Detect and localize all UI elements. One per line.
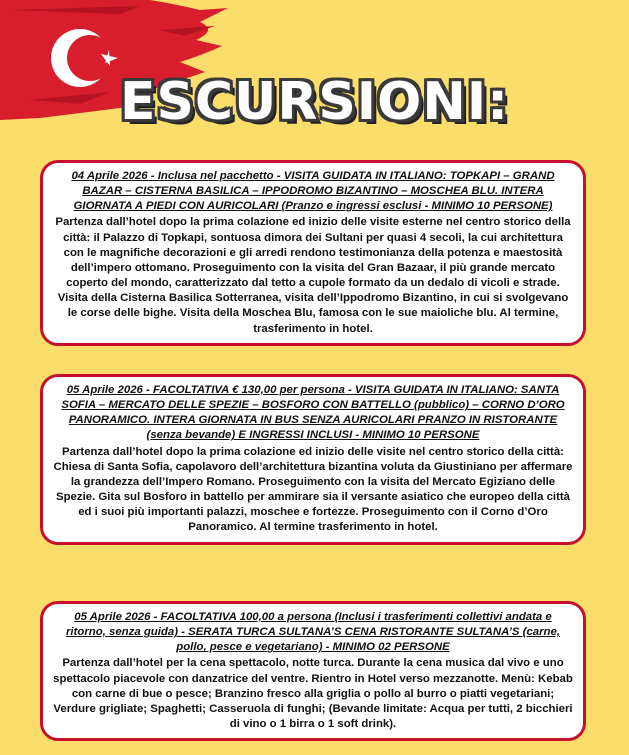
excursion-description: Partenza dall’hotel per la cena spettacolo, notte turca. Durante la cena musica dal vivo e uno spettacolo piacevole con danzatrice del ventre. Rientro in Hotel verso mezzanotte. Menù: Kebab con carne di bue o pesce; Branzino fresco alla griglia o pollo al burro o piatti vegetariani; Verdure grigliate; Spaghetti; Casseruola di funghi; (Bevande limitate: Acqua per tutti, 2 bicchieri di vino o 1 birra o 1 soft drink).	[53, 657, 573, 731]
excursion-card	[40, 160, 586, 346]
excursion-description: Partenza dall’hotel dopo la prima colazione ed inizio delle visite esterne nel centro storico della città: il Palazzo di Topkapi, sontuosa dimora dei Sultani per quasi 4 secoli, la cui architettura con le magnifiche decorazioni e gli arredi rendono testimonianza della potenza e maestosità dell’impero ottomano. Proseguimento con la visita del Gran Bazaar, il più grande mercato coperto del mondo, caratterizzato dal tetto a cupole formato da un dedalo di vicoli e strade. Visita della Cisterna Basilica Sotterranea, visita dell’Ippodromo Bizantino, in cui si svolgevano le corse delle bighe. Visita della Moschea Blu, famosa con le sue maioliche blu. Al termine, trasferimento in hotel.	[55, 216, 571, 335]
excursion-heading: 05 Aprile 2026 - FACOLTATIVA 100,00 a persona (Inclusi i trasferimenti collettivi andata e ritorno, senza guida) - SERATA TURCA SULTANA’S CENA RISTORANTE SULTANA’S (carne, pollo, pesce e vegetariano) - MINIMO 02 PERSONE	[65, 611, 561, 654]
excursion-heading: 04 Aprile 2026 - Inclusa nel pacchetto - VISITA GUIDATA IN ITALIANO: TOPKAPI – GRAND BAZAR – CISTERNA BASILICA – IPPODROMO BIZANTINO – MOSCHEA BLU. INTERA GIORNATA A PIEDI CON AURICOLARI (Pranzo e ingressi esclusi - MINIMO 10 PERSONE)	[71, 170, 555, 213]
excursion-card	[40, 374, 586, 545]
excursion-description: Partenza dall’hotel dopo la prima colazione ed inizio delle visite nel centro storico della città: Chiesa di Santa Sofia, capolavoro dell’architettura bizantina voluta da Giustiniano per affermare la grandezza dell’Impero Romano. Proseguimento con la visita del Mercato Egiziano delle Spezie. Gita sul Bosforo in battello per ammirare sia il versante asiatico che europeo della città ed i suoi più importanti palazzi, moschee e fortezze. Proseguimento con il Corno d’Oro Panoramico. Al termine trasferimento in hotel.	[53, 445, 573, 534]
excursion-card	[40, 601, 586, 741]
excursion-heading: 05 Aprile 2026 - FACOLTATIVA € 130,00 per persona - VISITA GUIDATA IN ITALIANO: SANTA SOFIA – MERCATO DELLE SPEZIE – BOSFORO CON BATTELLO (pubblico) – CORNO D’ORO PANORAMICO. INTERA GIORNATA IN BUS SENZA AURICOLARI PRANZO IN RISTORANTE (senza bevande) E INGRESSI INCLUSI - MINIMO 10 PERSONE	[61, 384, 565, 442]
page-title: ESCURSIONI:	[119, 72, 510, 132]
